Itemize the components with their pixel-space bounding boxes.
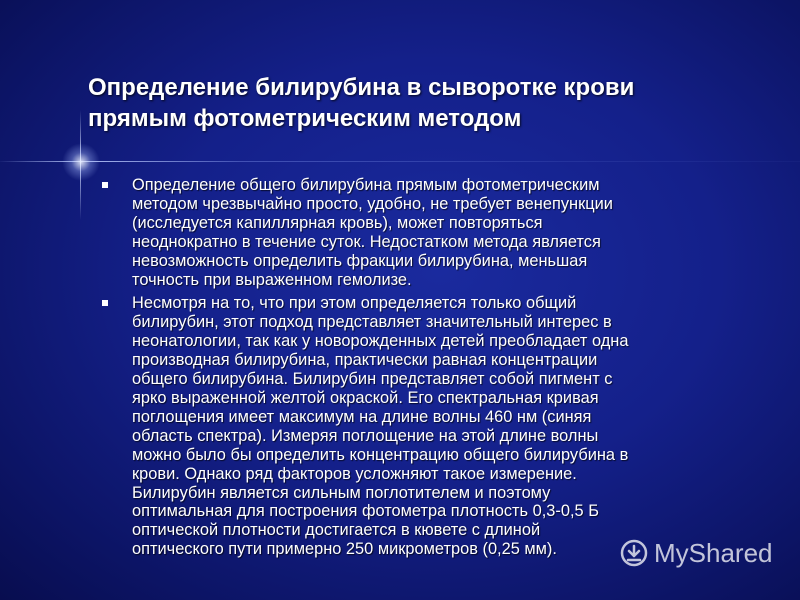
myshared-logo-icon xyxy=(620,539,648,567)
watermark-text: MyShared xyxy=(654,538,773,568)
text-line: оптического пути примерно 250 микрометров (0,25 мм). xyxy=(132,540,557,559)
square-bullet-icon xyxy=(102,182,108,188)
slide-title xyxy=(88,72,778,134)
lens-flare-horizontal xyxy=(0,161,800,162)
text-line: методом чрезвычайно просто, удобно, не требует венепункции xyxy=(132,194,613,213)
text-line: крови. Однако ряд факторов усложняют такое измерение. xyxy=(132,464,577,483)
text-line: точность при выраженном гемолизе. xyxy=(132,270,412,289)
text-line: оптимальная для построения фотометра плотность 0,3-0,5 Б xyxy=(132,502,599,521)
text-line: неоднократно в течение суток. Недостатком метода является xyxy=(132,232,601,251)
text-line: Определение общего билирубина прямым фотометрическим xyxy=(132,176,600,194)
text-line: оптической плотности достигается в кювете с длиной xyxy=(132,521,541,540)
text-line: Билирубин является сильным поглотителем и поэтому xyxy=(132,483,551,502)
text-line: можно было бы определить концентрацию общего билирубина в xyxy=(132,445,629,464)
bullet-item xyxy=(100,294,760,559)
slide-title-line: прямым фотометрическим методом xyxy=(88,105,522,132)
bullet-list xyxy=(100,176,760,564)
text-line: невозможность определить фракции билирубина, меньшая xyxy=(132,251,588,270)
text-line: билирубин, этот подход представляет значительный интерес в xyxy=(132,313,612,332)
text-line: неонатологии, так как у новорожденных детей преобладает одна xyxy=(132,332,629,351)
lens-flare-glow xyxy=(62,143,100,181)
text-line: общего билирубина. Билирубин представляет собой пигмент с xyxy=(132,370,613,389)
text-line: (исследуется капиллярная кровь), может повторяться xyxy=(132,213,543,232)
bullet-item xyxy=(100,176,760,289)
text-line: поглощения имеет максимум на длине волны 460 нм (синяя xyxy=(132,407,592,426)
text-line: Несмотря на то, что при этом определяется только общий xyxy=(132,294,577,313)
text-line: производная билирубина, практически равная концентрации xyxy=(132,351,598,370)
square-bullet-icon xyxy=(102,300,108,306)
text-line: область спектра). Измеряя поглощение на этой длине волны xyxy=(132,426,599,445)
text-line: ярко выраженной желтой окраской. Его спектральная кривая xyxy=(132,388,599,407)
myshared-watermark xyxy=(620,538,773,568)
slide-title-line: Определение билирубина в сыворотке крови xyxy=(88,74,635,101)
